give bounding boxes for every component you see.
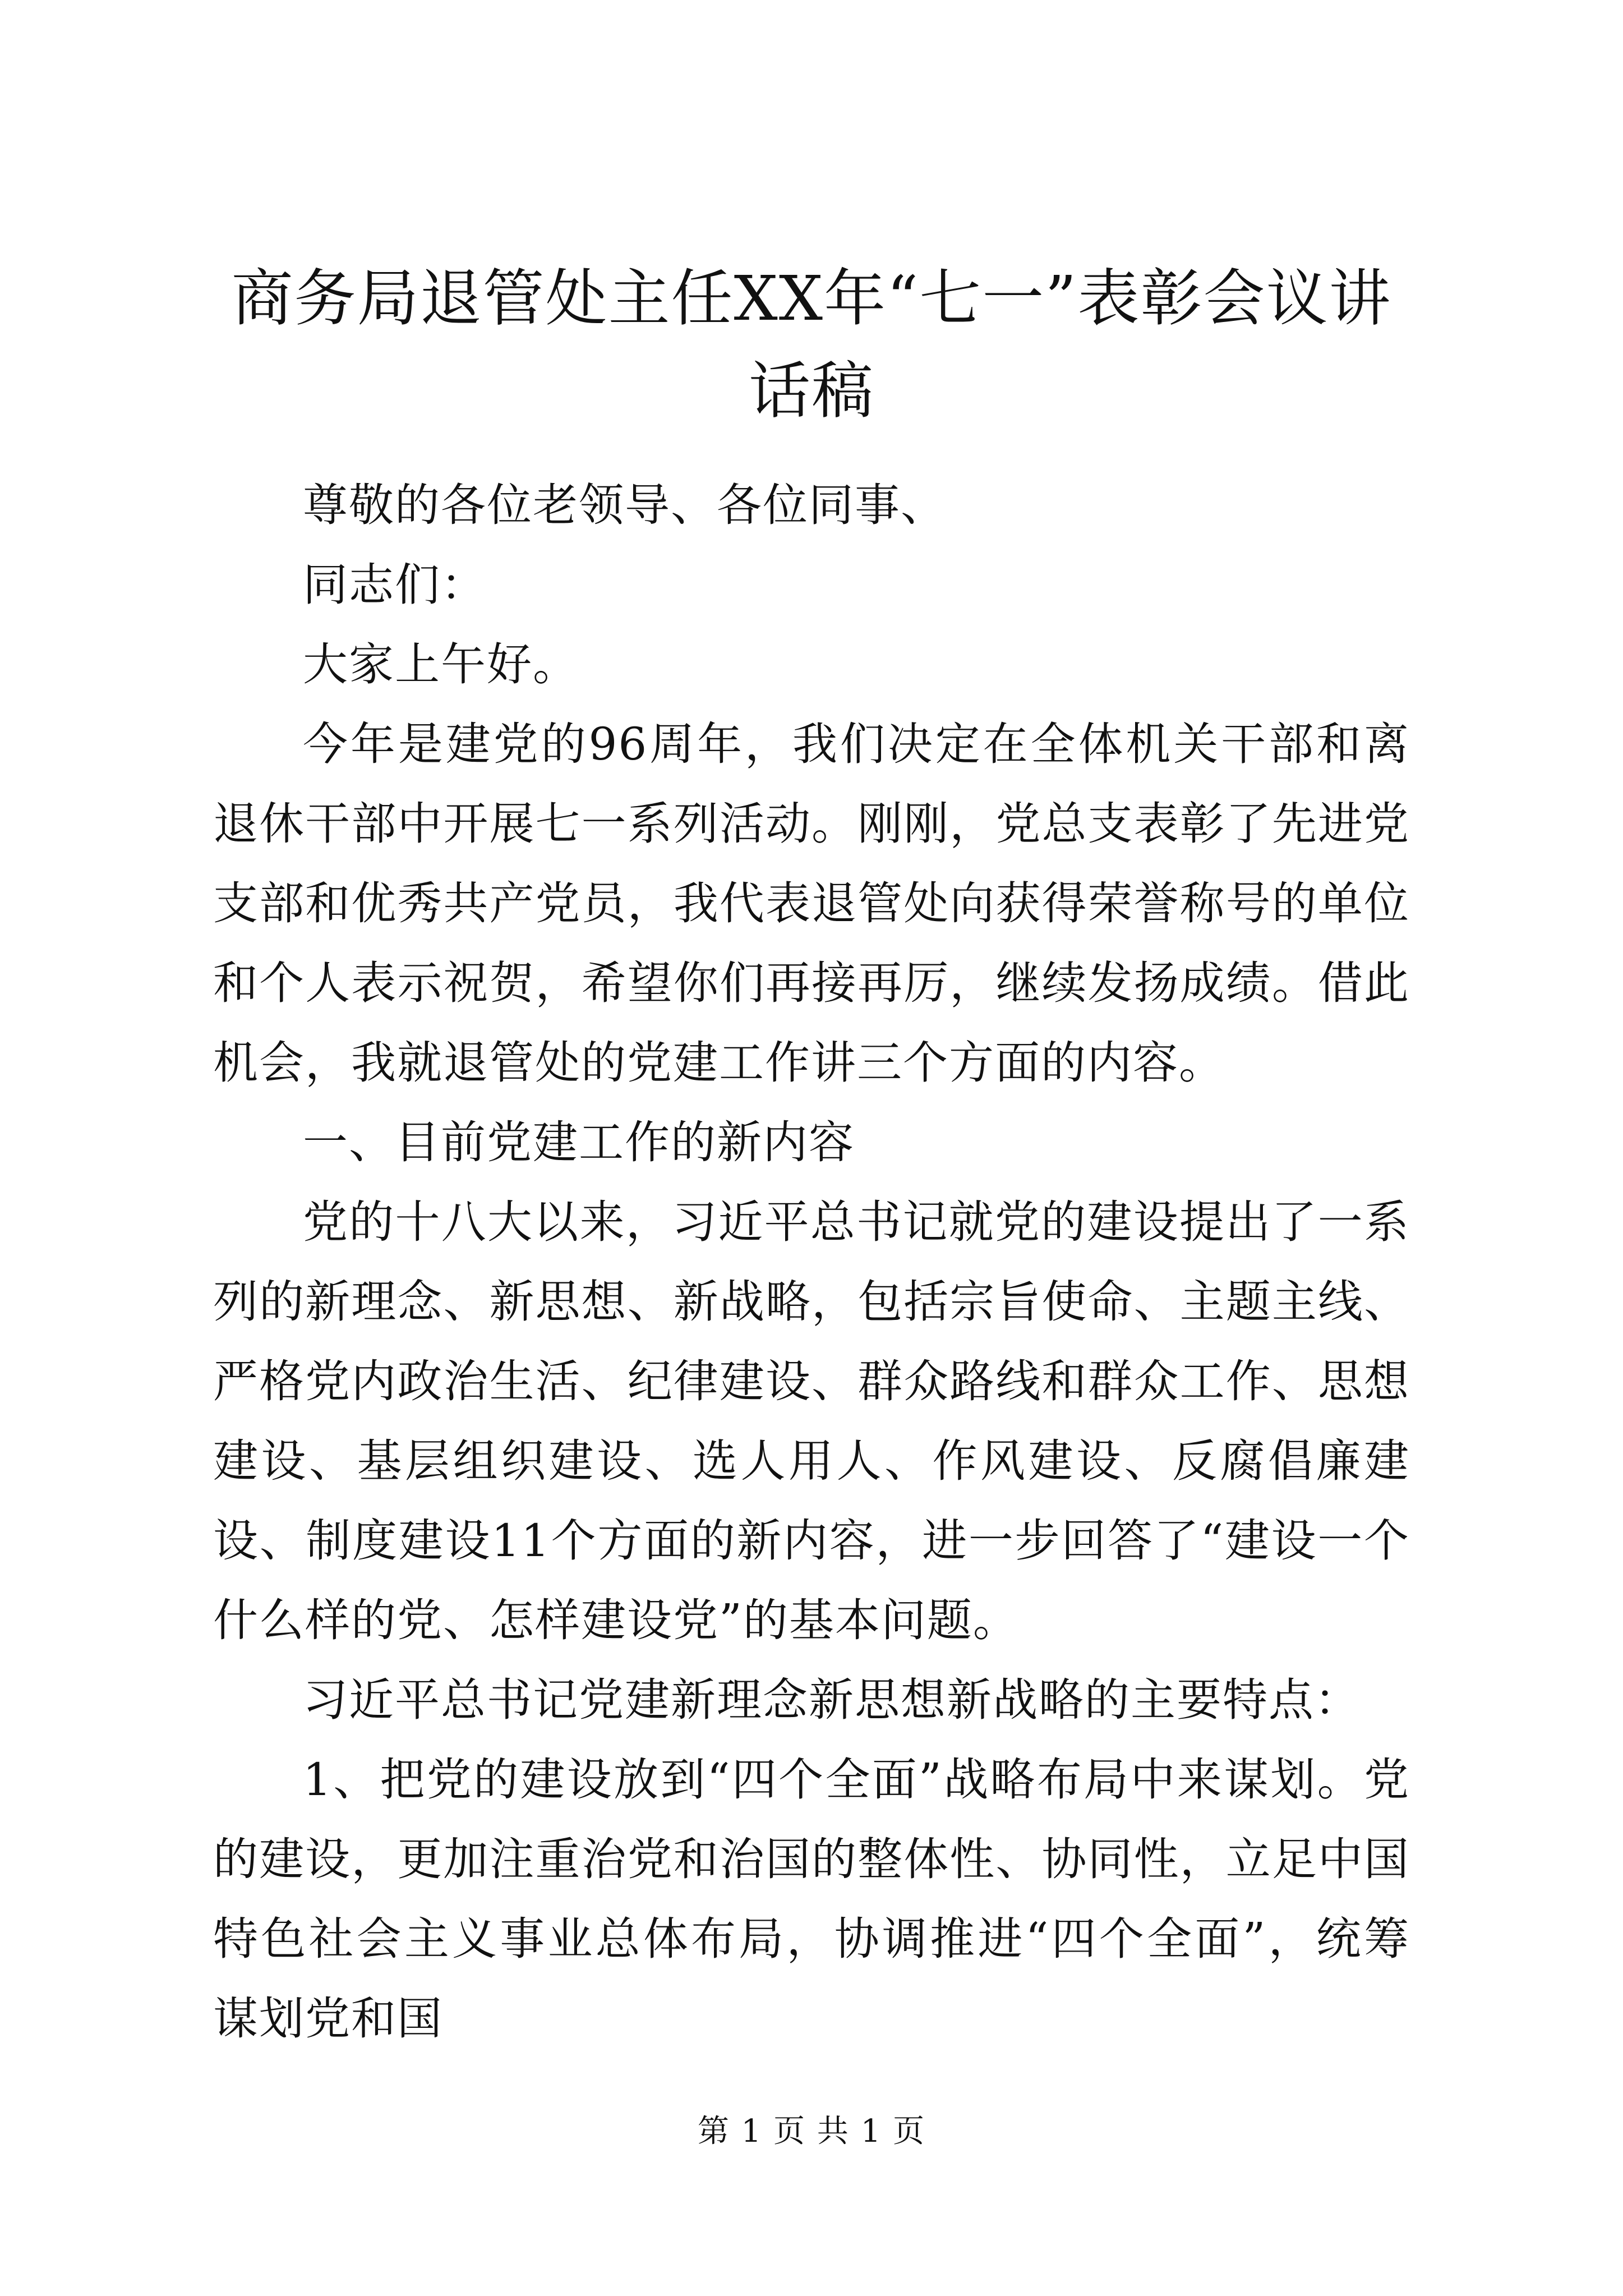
paragraph-salutation: 尊敬的各位老领导、各位同事、 [303, 479, 947, 531]
paragraph-feature-1: 1、把党的建设放到“四个全面”战略布局中来谋划。党的建设，更加注重治党和治国的整体性、协同性，立足中国特色社会主义事业总体布局，协调推进“四个全面”，统筹谋划党和国 [213, 1754, 1410, 2045]
paragraph-new-content: 党的十八大以来，习近平总书记就党的建设提出了一系列的新理念、新思想、新战略，包括宗旨使命、主题主线、严格党内政治生活、纪律建设、群众路线和群众工作、思想建设、基层组织建设、选人用人、作风建设、反腐倡廉建设、制度建设11个方面的新内容，进一步回答了“建设一个什么样的党、怎样建设党”的基本问题。 [213, 1196, 1410, 1646]
paragraph-features-heading: 习近平总书记党建新理念新思想新战略的主要特点： [303, 1674, 1361, 1726]
section-heading-1: 一、目前党建工作的新内容 [303, 1116, 855, 1168]
paragraph-greeting: 大家上午好。 [303, 638, 579, 691]
page-footer: 第 1 页 共 1 页 [697, 2113, 926, 2150]
document-body [213, 466, 1410, 2059]
document-title: 商务局退管处主任XX年“七一”表彰会议讲话稿 [231, 263, 1392, 427]
paragraph-comrades: 同志们： [303, 559, 487, 611]
paragraph-introduction: 今年是建党的96周年，我们决定在全体机关干部和离退休干部中开展七一系列活动。刚刚，党总支表彰了先进党支部和优秀共产党员，我代表退管处向获得荣誉称号的单位和个人表示祝贺，希望你们再接再厉，继续发扬成绩。借此机会，我就退管处的党建工作讲三个方面的内容。 [213, 718, 1410, 1089]
